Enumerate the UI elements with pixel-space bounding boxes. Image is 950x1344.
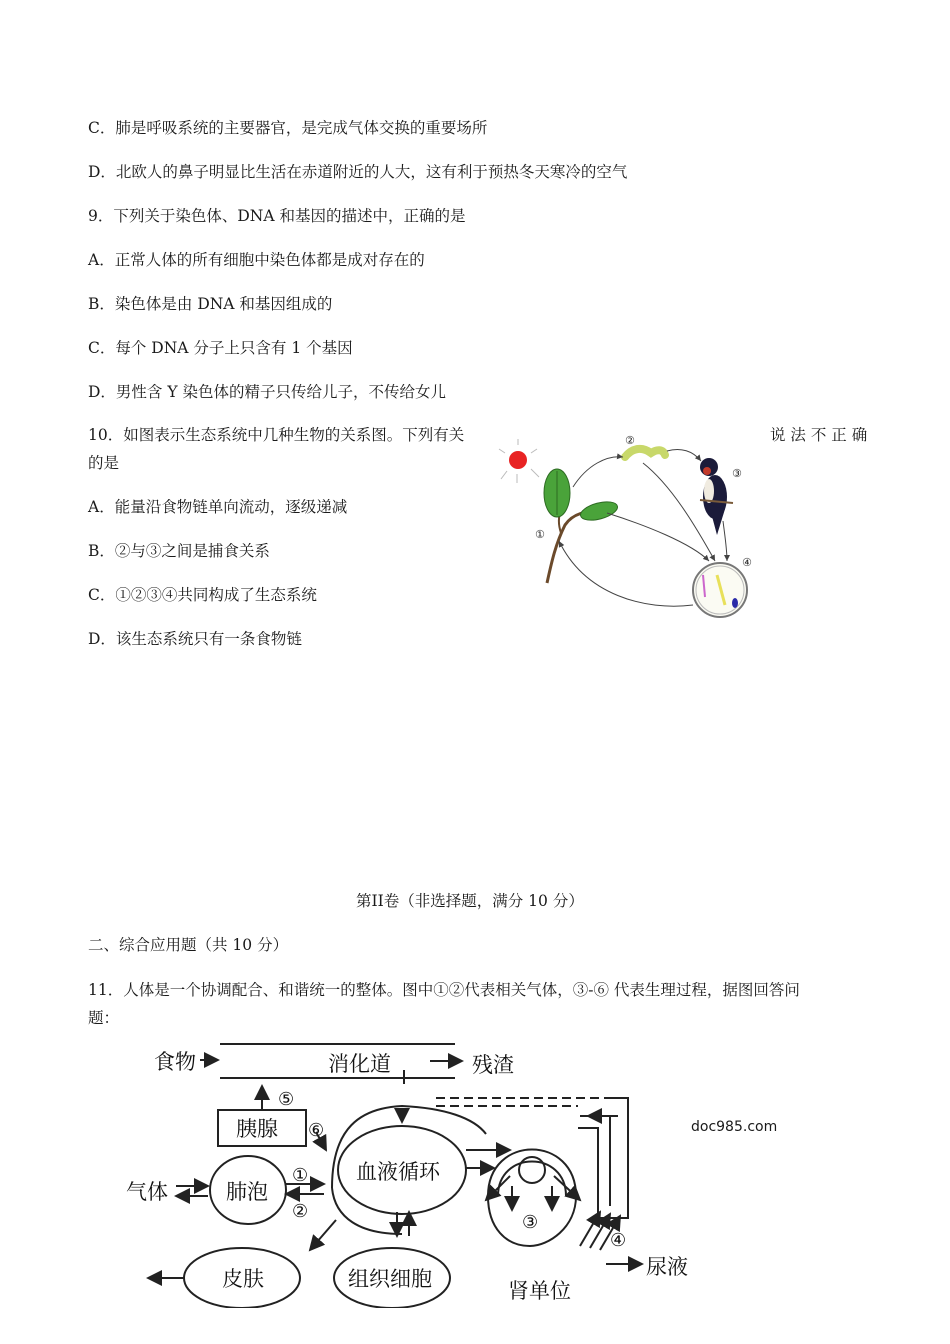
q11-stem-line2: 题： — [88, 1009, 120, 1027]
label-blood-circulation: 血液循环 — [356, 1160, 440, 1184]
caterpillar-icon — [625, 449, 665, 457]
label-pancreas: 胰腺 — [236, 1117, 278, 1141]
label-urine: 尿液 — [646, 1255, 688, 1279]
plant-icon — [544, 469, 619, 583]
q10-option-b: B．②与③之间是捕食关系 — [88, 542, 270, 560]
eco-label-1: ① — [535, 528, 545, 541]
q11-stem-line1: 11．人体是一个协调配合、和谐统一的整体。图中①②代表相关气体，③-⑥ 代表生理过程，据图回答问 — [88, 981, 800, 999]
num-1: ① — [292, 1165, 309, 1186]
sun-icon — [499, 439, 539, 483]
ecosystem-figure — [495, 425, 770, 625]
section2-title: 第II卷（非选择题，满分 10 分） — [356, 892, 584, 910]
q9-option-d: D．男性含 Y 染色体的精子只传给儿子，不传给女儿 — [88, 383, 447, 401]
q8-option-d: D．北欧人的鼻子明显比生活在赤道附近的人大，这有利于预热冬天寒冷的空气 — [88, 163, 628, 181]
body-system-figure — [110, 1038, 710, 1308]
num-6: ⑥ — [308, 1120, 325, 1141]
bird-icon — [700, 458, 733, 535]
num-2: ② — [292, 1201, 309, 1222]
watermark: doc985.com — [691, 1119, 778, 1135]
eco-label-4: ④ — [742, 556, 752, 569]
q9-option-c: C．每个 DNA 分子上只含有 1 个基因 — [88, 339, 353, 357]
q10-option-a: A．能量沿食物链单向流动，逐级递减 — [88, 498, 348, 516]
decomposer-icon — [693, 563, 747, 617]
label-tissue-cells: 组织细胞 — [348, 1267, 432, 1291]
num-5: ⑤ — [278, 1089, 295, 1110]
q9-option-b: B．染色体是由 DNA 和基因组成的 — [88, 295, 333, 313]
eco-label-3: ③ — [732, 467, 742, 480]
q10-option-d: D．该生态系统只有一条食物链 — [88, 630, 302, 648]
q8-option-c: C．肺是呼吸系统的主要器官，是完成气体交换的重要场所 — [88, 119, 488, 137]
label-skin: 皮肤 — [222, 1267, 264, 1291]
q10-stem-part1: 10．如图表示生态系统中几种生物的关系图。下列有关 — [88, 426, 465, 444]
label-digestive-tract: 消化道 — [328, 1052, 391, 1076]
label-gas: 气体 — [126, 1180, 168, 1204]
q10-stem-part3: 的是 — [88, 454, 120, 472]
num-3: ③ — [522, 1212, 539, 1233]
section2-subtitle: 二、综合应用题（共 10 分） — [88, 936, 289, 954]
num-4: ④ — [610, 1230, 627, 1251]
q9-stem: 9．下列关于染色体、DNA 和基因的描述中，正确的是 — [88, 207, 466, 225]
q10-option-c: C．①②③④共同构成了生态系统 — [88, 586, 317, 604]
q9-option-a: A．正常人体的所有细胞中染色体都是成对存在的 — [88, 251, 425, 269]
label-food: 食物 — [154, 1050, 196, 1074]
eco-label-2: ② — [625, 434, 635, 447]
label-residue: 残渣 — [472, 1053, 514, 1077]
label-alveoli: 肺泡 — [226, 1180, 268, 1204]
q10-stem-part2: 说 法 不 正 确 — [770, 426, 868, 444]
label-nephron: 肾单位 — [508, 1279, 571, 1303]
